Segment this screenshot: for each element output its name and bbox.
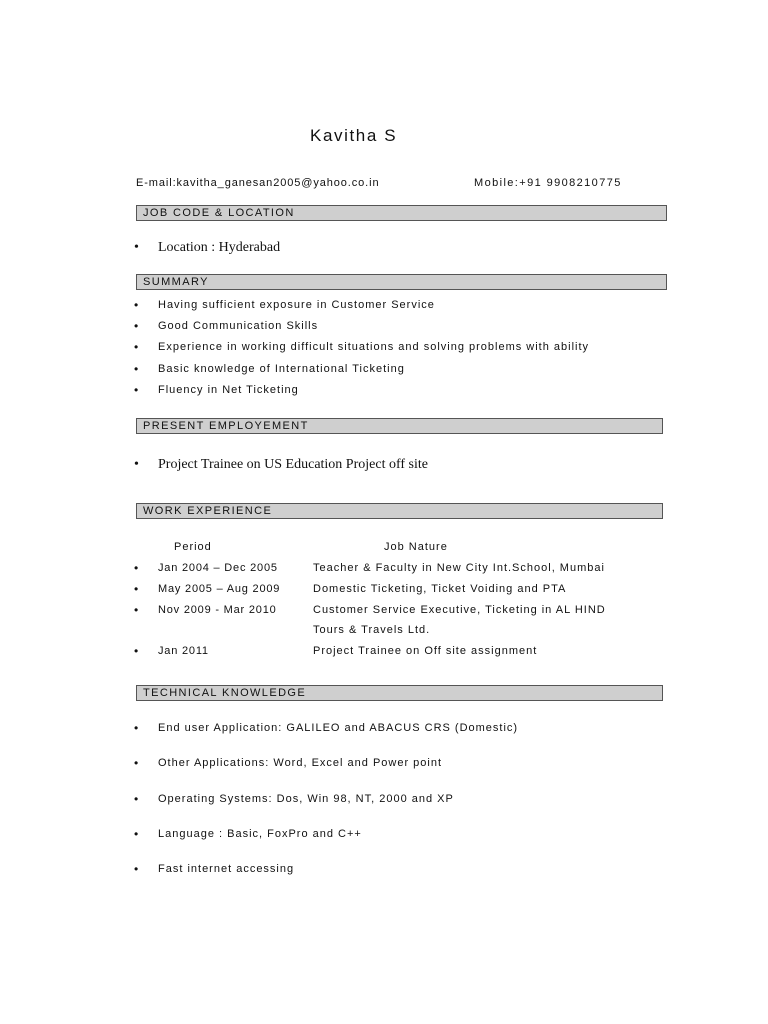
- section-header-summary: SUMMARY: [136, 274, 667, 290]
- summary-item-text: Experience in working difficult situations and solving problems with ability: [158, 341, 590, 353]
- work-nature-continuation: Tours & Travels Ltd.: [313, 624, 431, 636]
- bullet-icon: •: [134, 298, 140, 312]
- candidate-name: Kavitha S: [310, 126, 398, 145]
- section-header-work-experience: WORK EXPERIENCE: [136, 503, 663, 519]
- bullet-icon: •: [134, 383, 140, 397]
- bullet-icon: •: [134, 319, 140, 333]
- work-nature: Customer Service Executive, Ticketing in AL HIND: [313, 604, 606, 616]
- work-nature: Teacher & Faculty in New City Int.School, Mumbai: [313, 562, 605, 574]
- bullet-icon: •: [134, 457, 139, 472]
- bullet-icon: •: [134, 603, 140, 617]
- summary-item-text: Having sufficient exposure in Customer Service: [158, 299, 435, 311]
- bullet-icon: •: [134, 240, 139, 255]
- email-text: E-mail:kavitha_ganesan2005@yahoo.co.in: [136, 177, 380, 189]
- summary-item-text: Basic knowledge of International Ticketing: [158, 363, 405, 375]
- work-period: Jan 2004 – Dec 2005: [158, 562, 278, 574]
- bullet-icon: •: [134, 827, 140, 841]
- work-period: Nov 2009 - Mar 2010: [158, 604, 277, 616]
- summary-item-text: Fluency in Net Ticketing: [158, 384, 299, 396]
- bullet-icon: •: [134, 561, 140, 575]
- technical-item-text: Other Applications: Word, Excel and Power point: [158, 757, 443, 769]
- technical-item-text: Operating Systems: Dos, Win 98, NT, 2000 and XP: [158, 793, 454, 805]
- bullet-icon: •: [134, 644, 140, 658]
- present-employment-text: Project Trainee on US Education Project off site: [158, 457, 428, 472]
- technical-item-text: Fast internet accessing: [158, 863, 295, 875]
- work-nature: Project Trainee on Off site assignment: [313, 645, 538, 657]
- bullet-icon: •: [134, 862, 140, 876]
- work-nature: Domestic Ticketing, Ticket Voiding and PTA: [313, 583, 567, 595]
- work-period: May 2005 – Aug 2009: [158, 583, 281, 595]
- technical-item-text: End user Application: GALILEO and ABACUS CRS (Domestic): [158, 722, 519, 734]
- bullet-icon: •: [134, 721, 140, 735]
- bullet-icon: •: [134, 582, 140, 596]
- location-text: Location : Hyderabad: [158, 240, 281, 255]
- column-header-job-nature: Job Nature: [384, 541, 448, 553]
- section-header-present-employment: PRESENT EMPLOYEMENT: [136, 418, 663, 434]
- work-period: Jan 2011: [158, 645, 209, 657]
- section-header-technical-knowledge: TECHNICAL KNOWLEDGE: [136, 685, 663, 701]
- summary-item-text: Good Communication Skills: [158, 320, 319, 332]
- bullet-icon: •: [134, 362, 140, 376]
- technical-item-text: Language : Basic, FoxPro and C++: [158, 828, 362, 840]
- mobile-text: Mobile:+91 9908210775: [474, 177, 622, 189]
- section-header-job-code: JOB CODE & LOCATION: [136, 205, 667, 221]
- column-header-period: Period: [174, 541, 212, 553]
- bullet-icon: •: [134, 340, 140, 354]
- bullet-icon: •: [134, 756, 140, 770]
- bullet-icon: •: [134, 792, 140, 806]
